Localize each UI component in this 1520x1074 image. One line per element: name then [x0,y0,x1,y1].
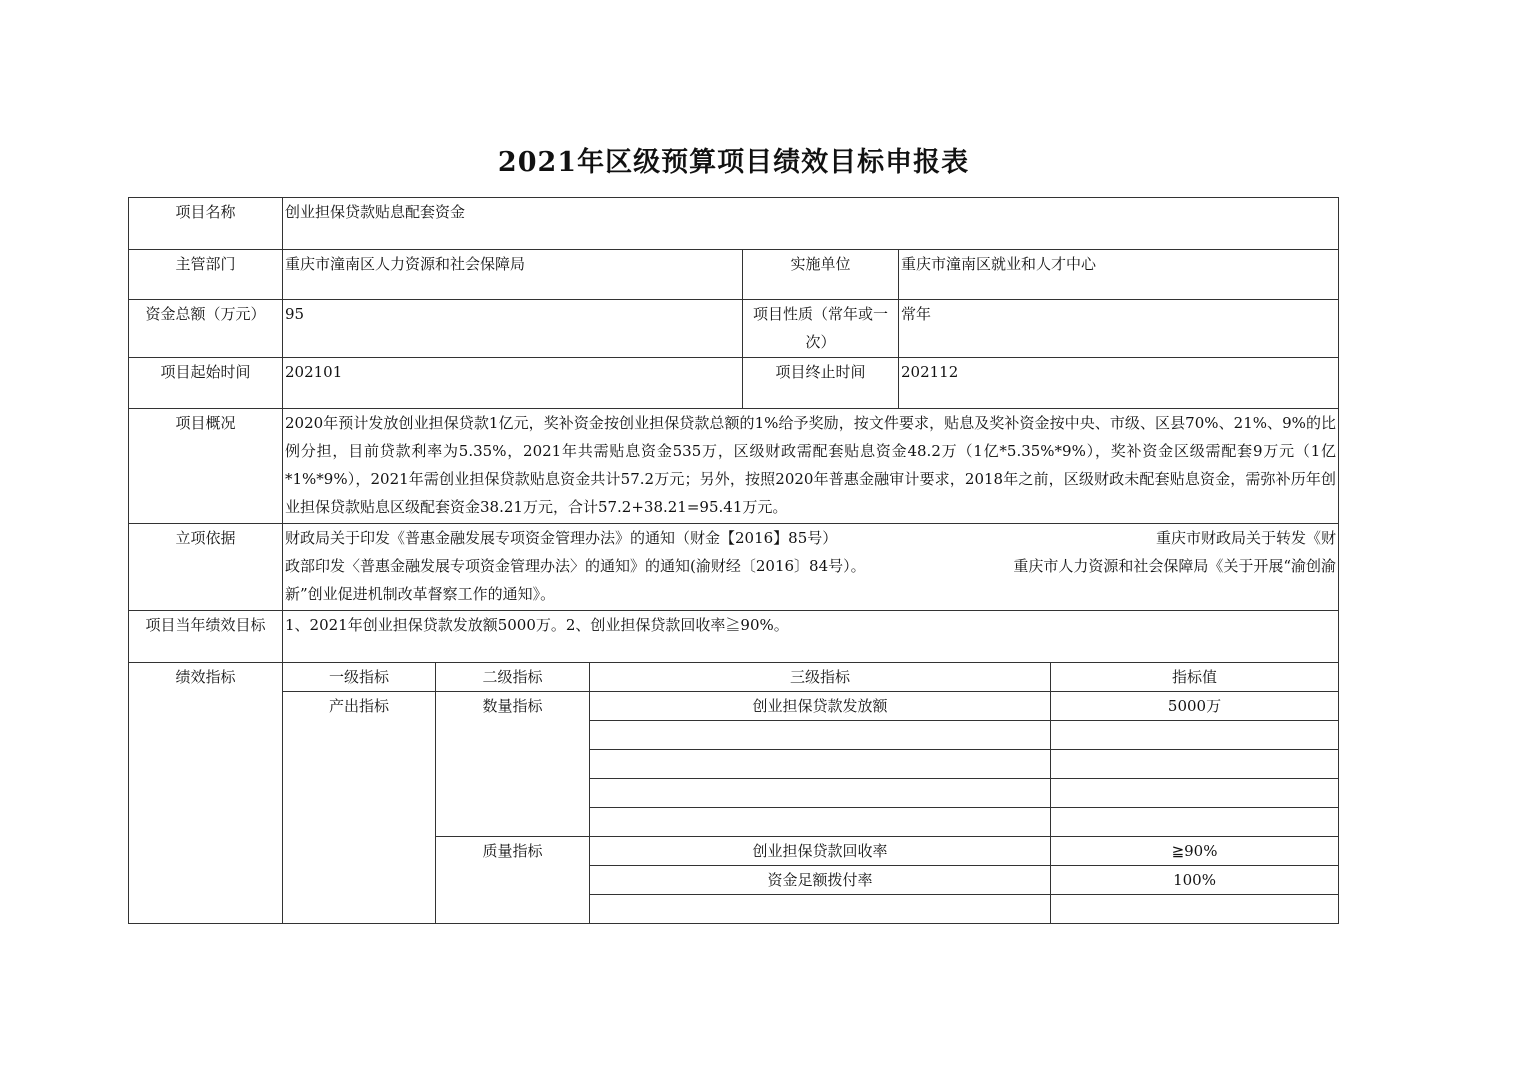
value-project-name: 创业担保贷款贴息配套资金 [283,198,1339,250]
label-total-funds: 资金总额（万元） [129,300,283,358]
indicator-value: ≧90% [1051,837,1339,866]
value-nature: 常年 [899,300,1339,358]
value-end-time: 202112 [899,358,1339,409]
header-level2: 二级指标 [436,663,590,692]
value-start-time: 202101 [283,358,743,409]
value-basis [283,524,1339,611]
level1-output: 产出指标 [283,692,436,924]
level2-quality: 质量指标 [436,837,590,924]
label-basis: 立项依据 [129,524,283,611]
indicator-value [1051,895,1339,924]
value-department: 重庆市潼南区人力资源和社会保障局 [283,250,743,300]
label-project-name: 项目名称 [129,198,283,250]
performance-target-form [128,197,1339,924]
indicator-name [590,779,1051,808]
label-department: 主管部门 [129,250,283,300]
indicator-value [1051,721,1339,750]
label-end-time: 项目终止时间 [743,358,899,409]
row-overview [129,409,1339,524]
indicator-value: 100% [1051,866,1339,895]
value-annual-goal: 1、2021年创业担保贷款发放额5000万。2、创业担保贷款回收率≧90%。 [283,611,1339,663]
indicator-name [590,808,1051,837]
row-basis [129,524,1339,611]
level2-quantity: 数量指标 [436,692,590,837]
indicator-value [1051,750,1339,779]
value-implementer: 重庆市潼南区就业和人才中心 [899,250,1339,300]
indicator-name [590,721,1051,750]
indicator-name: 创业担保贷款回收率 [590,837,1051,866]
indicator-name [590,750,1051,779]
label-implementer: 实施单位 [743,250,899,300]
header-level3: 三级指标 [590,663,1051,692]
basis-line-1a: 财政局关于印发《普惠金融发展专项资金管理办法》的通知（财金【2016】85号） [285,529,838,547]
basis-line-1 [285,524,1336,552]
header-value: 指标值 [1051,663,1339,692]
label-annual-goal: 项目当年绩效目标 [129,611,283,663]
row-department [129,250,1339,300]
indicator-name: 资金足额拨付率 [590,866,1051,895]
row-annual-goal [129,611,1339,663]
basis-line-3: 新”创业促进机制改革督察工作的通知》。 [285,585,556,603]
row-funds [129,300,1339,358]
page-title: 2021年区级预算项目绩效目标申报表 [497,147,970,178]
basis-line-2a: 政部印发〈普惠金融发展专项资金管理办法〉的通知》的通知(渝财经〔2016〕84号）。 [285,557,866,575]
label-nature: 项目性质（常年或一次） [743,300,899,358]
indicator-value [1051,808,1339,837]
row-time [129,358,1339,409]
row-project-name [129,198,1339,250]
value-overview: 2020年预计发放创业担保贷款1亿元，奖补资金按创业担保贷款总额的1%给予奖励，按文件要求，贴息及奖补资金按中央、市级、区县70%、21%、9%的比例分担，目前贷款利率为5.35%，2021年共需贴息资金535万，区级财政需配套贴息资金48.2万（1亿*5.35%*9%），奖补资金区级需配套9万元（1亿*1%*9%），2021年需创业担保贷款贴息资金共计57.2万元；另外，按照2020年普惠金融审计要求，2018年之前，区级财政未配套贴息资金，需弥补历年创业担保贷款贴息区级配套资金38.21万元，合计57.2+38.21=95.41万元。 [283,409,1339,524]
basis-line-1b: 重庆市财政局关于转发《财 [1156,529,1337,547]
label-start-time: 项目起始时间 [129,358,283,409]
header-level1: 一级指标 [283,663,436,692]
basis-line-2b: 重庆市人力资源和社会保障局《关于开展“渝创渝 [1013,557,1337,575]
value-total-funds: 95 [283,300,743,358]
indicator-header-row [129,663,1339,692]
indicator-name: 创业担保贷款发放额 [590,692,1051,721]
label-overview: 项目概况 [129,409,283,524]
indicator-value [1051,779,1339,808]
indicator-value: 5000万 [1051,692,1339,721]
label-indicators: 绩效指标 [129,663,283,924]
indicator-row [129,692,1339,721]
basis-line-2 [285,552,1336,580]
indicator-name [590,895,1051,924]
